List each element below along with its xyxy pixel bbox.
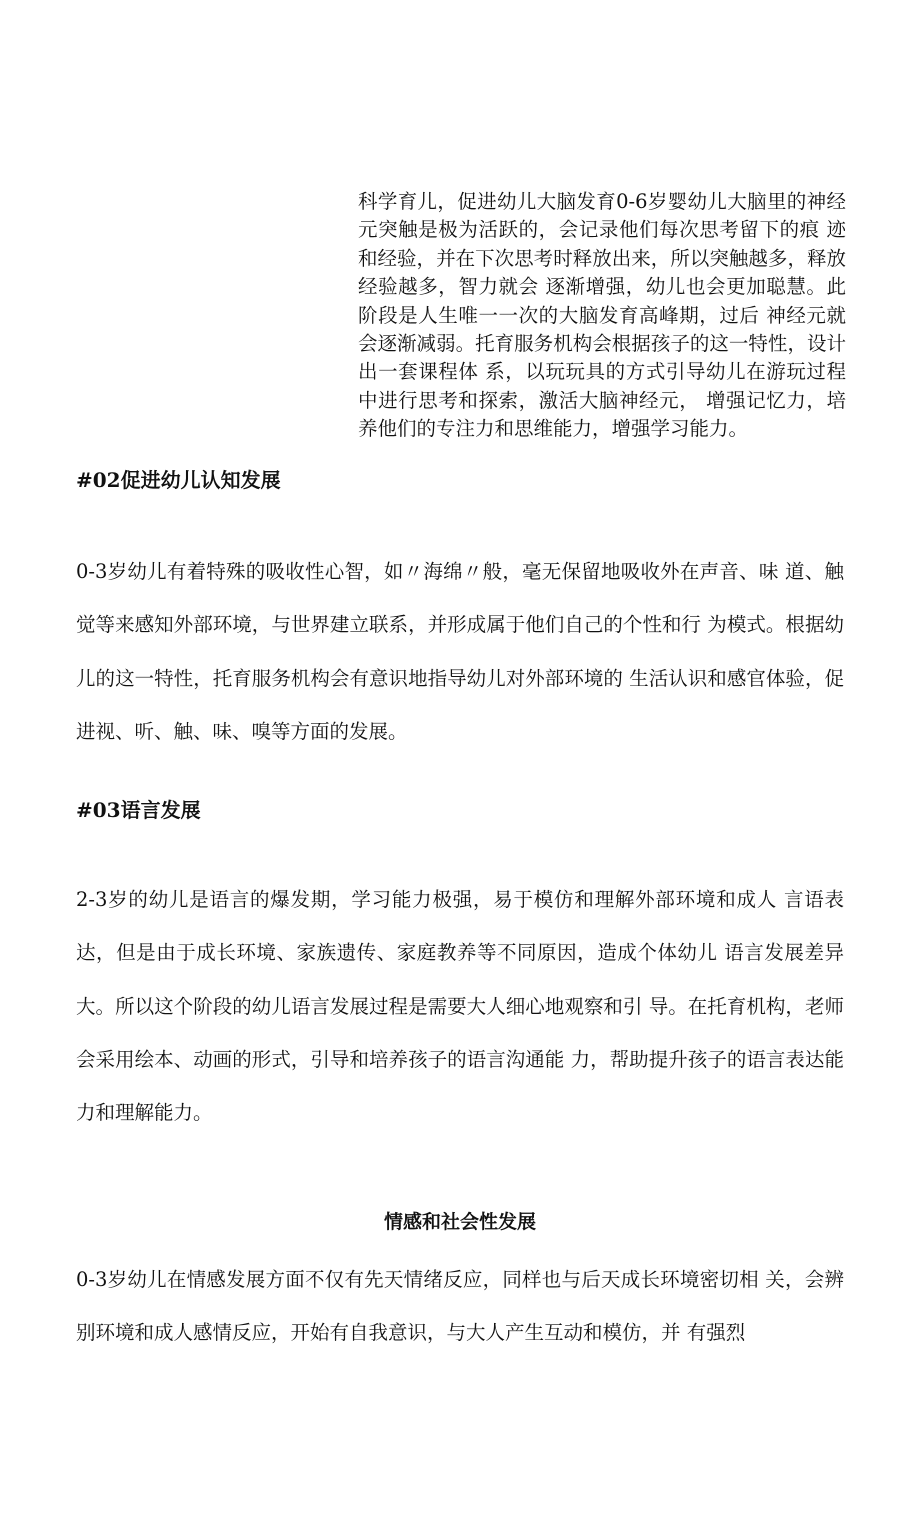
section-heading-cognitive: #02促进幼儿认知发展 xyxy=(76,468,281,492)
intro-paragraph: 科学育儿，促进幼儿大脑发育0-6岁婴幼儿大脑里的神经元突触是极为活跃的，会记录他们每次思考留下的痕 迹和经验，并在下次思考时释放出来，所以突触越多，释放经验越多，智力就会 逐渐增强，幼儿也会更加聪慧。此阶段是人生唯一一次的大脑发育高峰期，过后 神经元就会逐渐减弱。托育服务机构会根据孩子的这一特性，设计出一套课程体 系，以玩玩具的方式引导幼儿在游玩过程中进行思考和探索，激活大脑神经元， 增强记忆力，培养他们的专注力和思维能力，增强学习能力。 xyxy=(358,190,846,441)
section-heading-language: #03语言发展 xyxy=(76,798,201,822)
section-body-cognitive: 0-3岁幼儿有着特殊的吸收性心智，如〃海绵〃般，毫无保留地吸收外在声音、味 道、触觉等来感知外部环境，与世界建立联系，并形成属于他们自己的个性和行 为模式。根据幼儿的这一特性，托育服务机构会有意识地指导幼儿对外部环境的 生活认识和感官体验，促进视、听、触、味、嗅等方面的发展。 xyxy=(76,560,844,743)
section-body-emotional-social: 0-3岁幼儿在情感发展方面不仅有先天情绪反应，同样也与后天成长环境密切相 关，会辨别环境和成人感情反应，开始有自我意识，与大人产生互动和模仿，并 有强烈 xyxy=(76,1268,844,1345)
section-body-language: 2-3岁的幼儿是语言的爆发期，学习能力极强，易于模仿和理解外部环境和成人 言语表达，但是由于成长环境、家族遗传、家庭教养等不同原因，造成个体幼儿 语言发展差异大。所以这个阶段的幼儿语言发展过程是需要大人细心地观察和引 导。在托育机构，老师会采用绘本、动画的形式，引导和培养孩子的语言沟通能 力，帮助提升孩子的语言表达能力和理解能力。 xyxy=(76,888,844,1125)
section-heading-emotional-social: 情感和社会性发展 xyxy=(383,1211,536,1233)
